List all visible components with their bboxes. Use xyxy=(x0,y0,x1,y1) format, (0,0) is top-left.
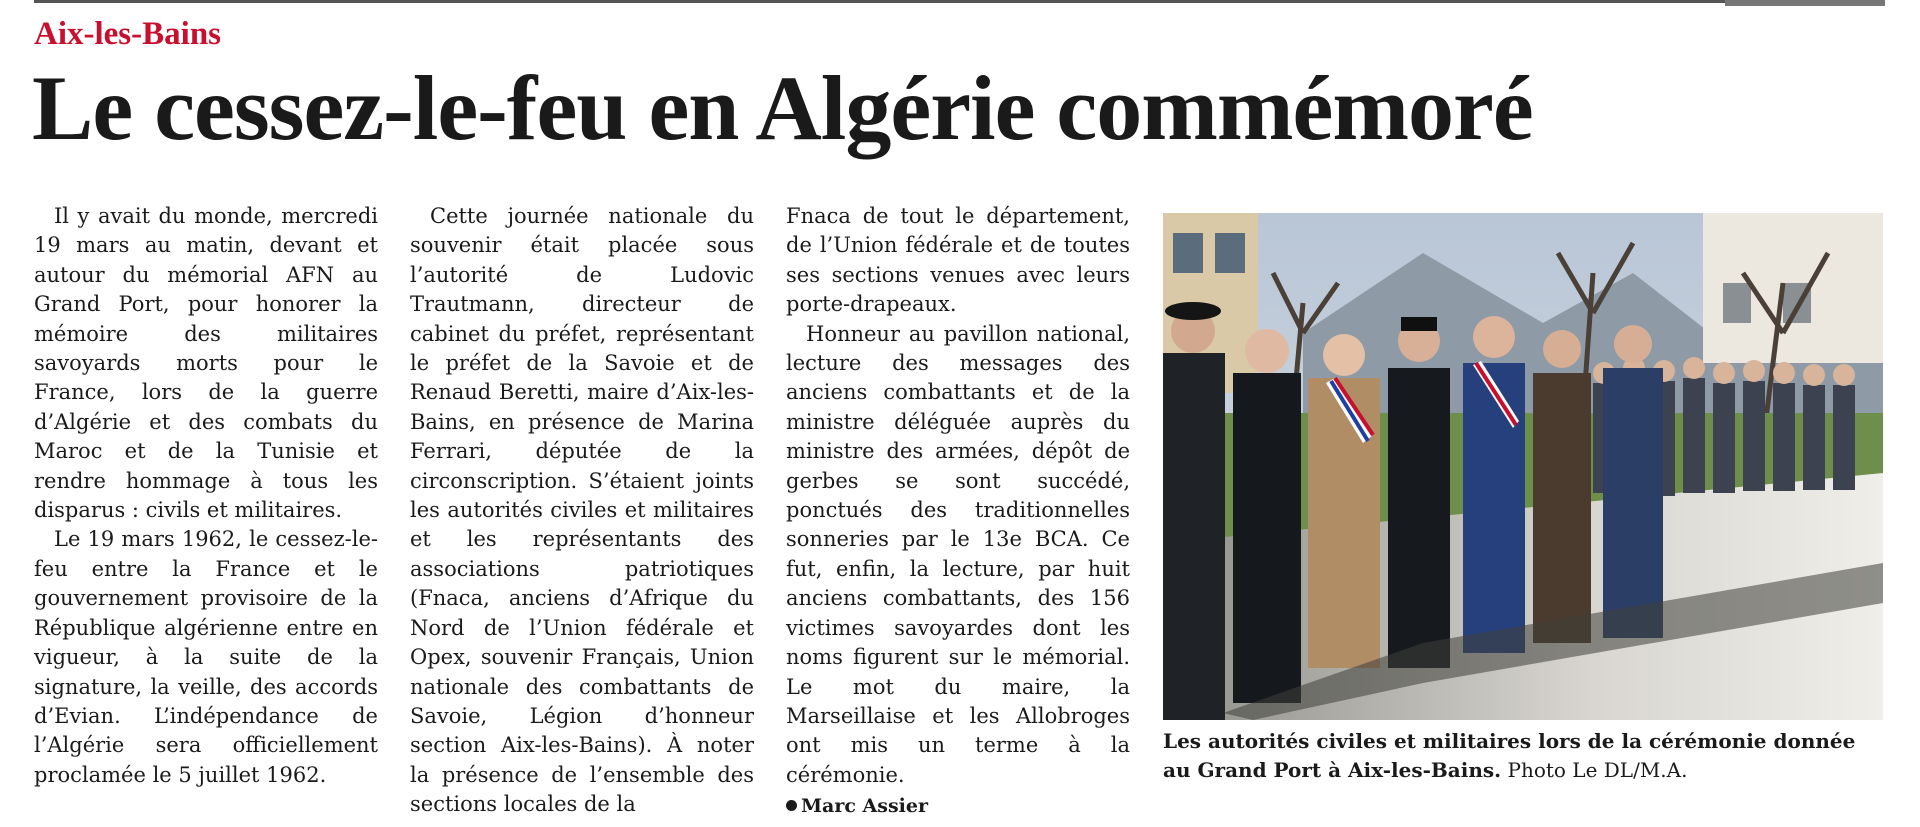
paragraph: Cette journée nationale du souvenir était placée sous l’autorité de Ludovic Trautmann, directeur de cabinet du préfet, représentant le préfet de la Savoie et de Renaud Beretti, maire d’Aix-les-Bains, en présence de Marina Ferrari, députée de la circonscription. S’étaient joints les autorités civiles et militaires et les représentants des associations patriotiques (Fnaca, anciens d’Afrique du Nord de l’Union fédérale et Opex, souvenir Français, Union nationale des combattants de Savoie, Légion d’honneur section Aix-les-Bains). À noter la présence de l’ensemble des sections locales de la xyxy=(410,204,754,817)
top-rule-accent xyxy=(1725,0,1885,6)
paragraph: Il y avait du monde, mercredi 19 mars au matin, devant et autour du mémorial AFN au Grand Port, pour honorer la mémoire des militaires savoyards morts pour le France, lors de la guerre d’Algérie et des combats du Maroc et de la Tunisie et rendre hommage à tous les disparus : civils et militaires. xyxy=(34,204,378,523)
section-kicker: Aix-les-Bains xyxy=(34,16,222,52)
paragraph: Le 19 mars 1962, le cessez-le-feu entre la France et le gouvernement provisoire de la République algérienne entre en vigueur, à la suite de la signature, la veille, des accords d’Evian. L’indépendance de l’Algérie sera officiellement proclamée le 5 juillet 1962. xyxy=(34,527,378,787)
top-rule xyxy=(34,0,1734,3)
photo-credit: Photo Le DL/M.A. xyxy=(1507,758,1688,782)
article-headline: Le cessez-le-feu en Algérie commémoré xyxy=(32,57,1533,159)
author-name: Marc Assier xyxy=(801,795,928,818)
ceremony-photo xyxy=(1163,213,1883,720)
bullet-icon xyxy=(786,800,797,811)
byline xyxy=(786,792,1130,821)
article-column-1 xyxy=(34,202,378,790)
paragraph-continued: Fnaca de tout le département, de l’Union fédérale et de toutes ses sections venues avec leurs porte-drapeaux. xyxy=(786,204,1130,317)
paragraph: Honneur au pavillon national, lecture des messages des anciens combattants et de la ministre déléguée auprès du ministre des armées, dépôt de gerbes se sont succédé, ponctués des traditionnelles sonneries par le 13e BCA. Ce fut, enfin, la lecture, par huit anciens combattants, des 156 victimes savoyardes dont les noms figurent sur le mémorial. Le mot du maire, la Marseillaise et les Allobroges ont mis un terme à la cérémonie. xyxy=(786,321,1130,787)
article-column-2 xyxy=(410,202,754,820)
photo-caption xyxy=(1163,727,1883,785)
article-column-3 xyxy=(786,202,1130,822)
caption-text: Les autorités civiles et militaires lors de la cérémonie donnée au Grand Port à Aix-les-Bains. xyxy=(1163,729,1856,782)
